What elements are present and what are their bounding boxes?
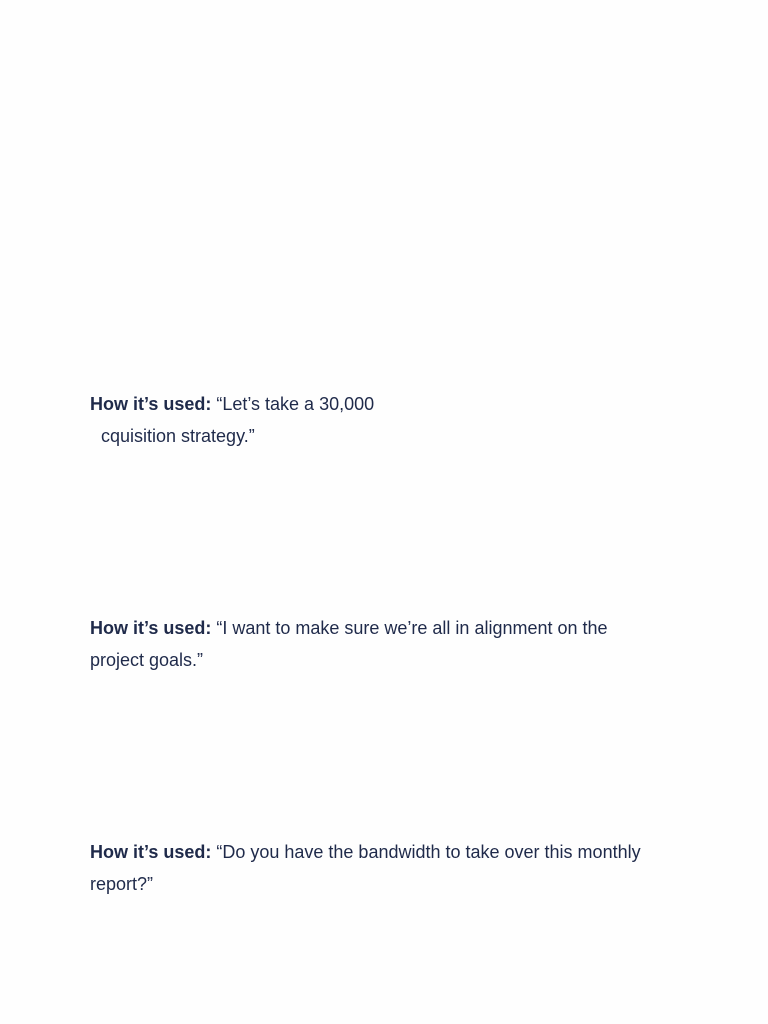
- usage-example-1: [90, 388, 690, 452]
- usage-line-1: [90, 612, 690, 644]
- usage-quote-part-2: project goals.”: [90, 650, 204, 670]
- usage-label: How it’s used:: [90, 842, 212, 862]
- usage-example-2: [90, 612, 690, 676]
- usage-quote-part-2: cquisition strategy.”: [101, 426, 255, 446]
- usage-line-1: [90, 836, 690, 868]
- usage-line-1: [90, 388, 690, 420]
- usage-quote-part-1: “I want to make sure we’re all in alignment on the: [211, 618, 608, 638]
- usage-quote-part-1: “Do you have the bandwidth to take over this monthly: [211, 842, 641, 862]
- usage-quote-part-1: “Let’s take a 30,000: [211, 394, 375, 414]
- usage-example-3: [90, 836, 690, 900]
- usage-label: How it’s used:: [90, 394, 212, 414]
- usage-quote-part-2: report?”: [90, 874, 154, 894]
- usage-label: How it’s used:: [90, 618, 212, 638]
